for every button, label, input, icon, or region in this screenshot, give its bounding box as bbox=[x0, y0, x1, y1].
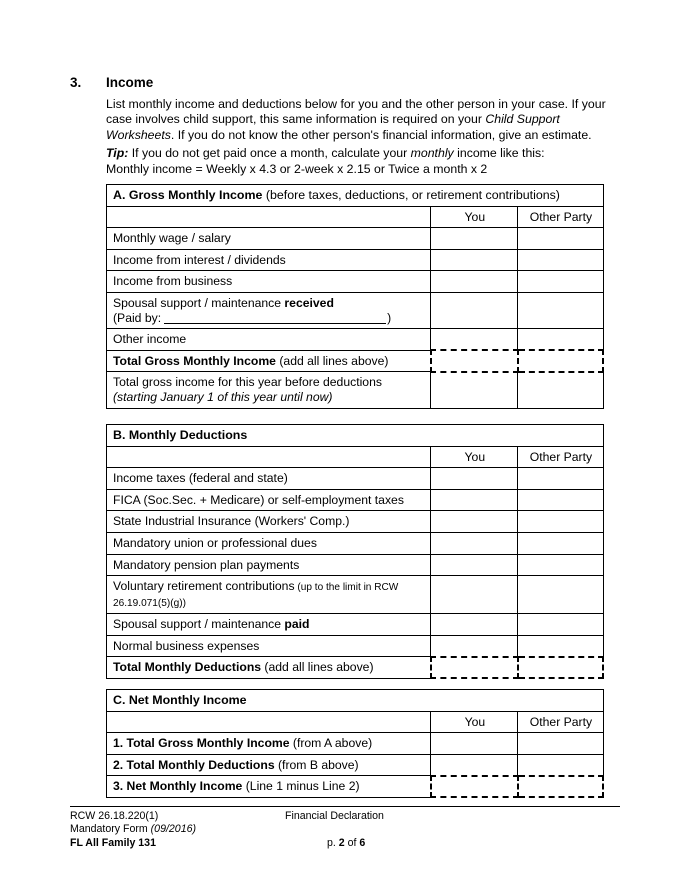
total-gross-year-line2: (starting January 1 of this year until now) bbox=[113, 389, 333, 404]
input-pension-payments-you[interactable] bbox=[431, 554, 518, 576]
total-gross-year-line1: Total gross income for this year before deductions bbox=[113, 375, 382, 390]
row-label-normal-business-expenses: Normal business expenses bbox=[107, 635, 431, 657]
table-a-heading-light: (before taxes, deductions, or retirement contributions) bbox=[262, 188, 560, 202]
paid-by-label: (Paid by: bbox=[113, 310, 162, 325]
table-row-total bbox=[107, 776, 604, 798]
net-line-1-bold: 1. Total Gross Monthly Income bbox=[113, 736, 290, 751]
input-income-taxes-you[interactable] bbox=[431, 468, 518, 490]
input-spousal-received-other[interactable] bbox=[518, 292, 603, 328]
row-label-total-gross-year bbox=[107, 372, 431, 408]
input-income-business-you[interactable] bbox=[431, 271, 518, 293]
footer-spacer bbox=[285, 823, 622, 836]
row-label-income-business: Income from business bbox=[107, 271, 431, 293]
table-row bbox=[107, 576, 604, 614]
table-row bbox=[107, 635, 604, 657]
row-label-spousal-support-paid bbox=[107, 613, 431, 635]
table-a-heading-cell bbox=[107, 185, 604, 207]
table-a-header-other-party: Other Party bbox=[518, 206, 603, 228]
footer-revision-date: (09/2016) bbox=[150, 823, 197, 836]
net-line-1-light: (from A above) bbox=[289, 736, 373, 751]
footer-line-3 bbox=[70, 837, 622, 850]
input-monthly-wage-other[interactable] bbox=[518, 228, 603, 250]
input-net-line-2-you[interactable] bbox=[431, 754, 518, 776]
table-row bbox=[107, 554, 604, 576]
table-row-total bbox=[107, 657, 604, 679]
page-mid: of bbox=[344, 836, 360, 849]
net-line-3-light: (Line 1 minus Line 2) bbox=[242, 779, 360, 794]
tip-paragraph bbox=[106, 146, 611, 177]
page-footer bbox=[70, 810, 622, 850]
input-net-monthly-income-you[interactable] bbox=[431, 776, 518, 798]
input-other-income-you[interactable] bbox=[431, 329, 518, 351]
paid-by-input[interactable] bbox=[164, 312, 386, 324]
input-income-business-other[interactable] bbox=[518, 271, 603, 293]
tip-text-b: income like this: bbox=[453, 146, 545, 160]
input-total-monthly-deductions-you[interactable] bbox=[431, 657, 518, 679]
spousal-paid-prefix: Spousal support / maintenance bbox=[113, 616, 285, 631]
input-fica-other[interactable] bbox=[518, 489, 603, 511]
spousal-received-prefix: Spousal support / maintenance bbox=[113, 295, 285, 310]
table-row bbox=[107, 292, 604, 328]
row-label-income-taxes: Income taxes (federal and state) bbox=[107, 468, 431, 490]
footer-divider bbox=[70, 806, 620, 807]
input-other-income-other[interactable] bbox=[518, 329, 603, 351]
table-a-spacer-cell bbox=[107, 206, 431, 228]
input-interest-dividends-other[interactable] bbox=[518, 249, 603, 271]
table-row bbox=[107, 733, 604, 755]
table-c-header-other-party: Other Party bbox=[518, 711, 603, 733]
row-label-net-line-2 bbox=[107, 754, 431, 776]
table-a-heading-bold: A. Gross Monthly Income bbox=[113, 188, 263, 202]
input-spousal-paid-you[interactable] bbox=[431, 613, 518, 635]
row-label-net-line-3 bbox=[107, 776, 431, 798]
input-net-line-1-you[interactable] bbox=[431, 733, 518, 755]
section-instructions bbox=[106, 97, 606, 143]
table-row bbox=[107, 329, 604, 351]
table-net-monthly-income bbox=[106, 689, 604, 798]
voluntary-retirement-main: Voluntary retirement contributions bbox=[113, 579, 295, 594]
table-row bbox=[107, 511, 604, 533]
input-fica-you[interactable] bbox=[431, 489, 518, 511]
footer-rcw-citation: RCW 26.18.220(1) bbox=[70, 810, 159, 822]
table-b-spacer-cell bbox=[107, 446, 431, 468]
input-total-monthly-deductions-other[interactable] bbox=[518, 657, 603, 679]
table-row bbox=[107, 271, 604, 293]
page-total: 6 bbox=[359, 836, 366, 849]
row-label-total-gross-monthly-income bbox=[107, 350, 431, 372]
table-c-heading-cell: C. Net Monthly Income bbox=[107, 690, 604, 712]
footer-document-title: Financial Declaration bbox=[285, 810, 384, 822]
net-line-2-light: (from B above) bbox=[274, 757, 359, 772]
input-voluntary-retirement-you[interactable] bbox=[431, 576, 518, 614]
table-c-heading-row bbox=[107, 690, 604, 712]
input-normal-business-expenses-other[interactable] bbox=[518, 635, 603, 657]
table-b-header-other-party: Other Party bbox=[518, 446, 603, 468]
total-deductions-light: (add all lines above) bbox=[261, 660, 374, 675]
table-row bbox=[107, 372, 604, 408]
input-interest-dividends-you[interactable] bbox=[431, 249, 518, 271]
footer-line-2 bbox=[70, 823, 622, 836]
footer-line-1 bbox=[70, 810, 622, 823]
row-label-other-income: Other income bbox=[107, 329, 431, 351]
table-c-spacer-cell bbox=[107, 711, 431, 733]
table-row bbox=[107, 532, 604, 554]
table-b-column-header-row bbox=[107, 446, 604, 468]
spousal-received-bold: received bbox=[284, 295, 334, 310]
instructions-part-1: List monthly income and deductions below for you and the other person in your case. If your case involves child support, this same information is required on your bbox=[106, 97, 606, 127]
input-income-taxes-other[interactable] bbox=[518, 468, 603, 490]
total-gross-bold: Total Gross Monthly Income bbox=[113, 353, 276, 368]
row-label-interest-dividends: Income from interest / dividends bbox=[107, 249, 431, 271]
table-row bbox=[107, 249, 604, 271]
table-b-header-you: You bbox=[431, 446, 518, 468]
input-union-dues-you[interactable] bbox=[431, 532, 518, 554]
footer-mandatory-label: Mandatory Form bbox=[70, 823, 151, 836]
child-support-worksheets-reference: Child Support Worksheets bbox=[106, 112, 560, 142]
paid-by-close-paren: ) bbox=[387, 310, 392, 325]
page-prefix: p. bbox=[327, 836, 339, 849]
tip-label: Tip: bbox=[106, 146, 129, 160]
input-voluntary-retirement-other[interactable] bbox=[518, 576, 603, 614]
table-row bbox=[107, 613, 604, 635]
page-title: Income bbox=[106, 75, 154, 90]
spousal-paid-bold: paid bbox=[284, 616, 310, 631]
input-normal-business-expenses-you[interactable] bbox=[431, 635, 518, 657]
section-heading bbox=[70, 74, 610, 91]
input-spousal-received-you[interactable] bbox=[431, 292, 518, 328]
table-b-heading-row bbox=[107, 425, 604, 447]
voluntary-retirement-rcw-note: (up to the limit in RCW 26.19.071(5)(g)) bbox=[113, 582, 399, 609]
footer-page-number bbox=[285, 837, 622, 850]
tip-text-a: If you do not get paid once a month, calculate your bbox=[128, 146, 411, 160]
net-line-2-bold: 2. Total Monthly Deductions bbox=[113, 757, 275, 772]
input-monthly-wage-you[interactable] bbox=[431, 228, 518, 250]
row-label-total-monthly-deductions bbox=[107, 657, 431, 679]
input-state-industrial-insurance-other[interactable] bbox=[518, 511, 603, 533]
page-current: 2 bbox=[338, 836, 345, 849]
table-b-heading-cell: B. Monthly Deductions bbox=[107, 425, 604, 447]
table-a-header-you: You bbox=[431, 206, 518, 228]
row-label-monthly-wage: Monthly wage / salary bbox=[107, 228, 431, 250]
row-label-spousal-support-received bbox=[107, 292, 431, 328]
table-gross-monthly-income bbox=[106, 184, 604, 409]
input-total-gross-year-you[interactable] bbox=[431, 372, 518, 408]
total-gross-light: (add all lines above) bbox=[275, 353, 389, 368]
tip-formula-line: Monthly income = Weekly x 4.3 or 2-week x 2.15 or Twice a month x 2 bbox=[106, 161, 488, 176]
table-monthly-deductions bbox=[106, 424, 604, 679]
instructions-part-2: . If you do not know the other person's financial information, give an estimate. bbox=[170, 127, 592, 142]
table-row bbox=[107, 228, 604, 250]
input-net-line-1-other[interactable] bbox=[518, 733, 603, 755]
row-label-voluntary-retirement bbox=[107, 576, 431, 614]
table-row bbox=[107, 468, 604, 490]
table-row bbox=[107, 754, 604, 776]
input-total-gross-monthly-income-you[interactable] bbox=[431, 350, 518, 372]
tip-monthly-emphasis: monthly bbox=[410, 146, 454, 160]
input-pension-payments-other[interactable] bbox=[518, 554, 603, 576]
input-net-line-2-other[interactable] bbox=[518, 754, 603, 776]
row-label-pension-payments: Mandatory pension plan payments bbox=[107, 554, 431, 576]
input-spousal-paid-other[interactable] bbox=[518, 613, 603, 635]
section-number: 3. bbox=[70, 75, 82, 90]
input-total-gross-monthly-income-other[interactable] bbox=[518, 350, 603, 372]
input-total-gross-year-other[interactable] bbox=[518, 372, 603, 408]
table-c-header-you: You bbox=[431, 711, 518, 733]
row-label-net-line-1 bbox=[107, 733, 431, 755]
total-deductions-bold: Total Monthly Deductions bbox=[113, 660, 262, 675]
footer-mandatory-form bbox=[70, 823, 285, 836]
row-label-fica: FICA (Soc.Sec. + Medicare) or self-employment taxes bbox=[107, 489, 431, 511]
input-net-monthly-income-other[interactable] bbox=[518, 776, 603, 798]
table-row-total bbox=[107, 350, 604, 372]
row-label-state-industrial-insurance: State Industrial Insurance (Workers' Comp.) bbox=[107, 511, 431, 533]
row-label-union-dues: Mandatory union or professional dues bbox=[107, 532, 431, 554]
table-a-column-header-row bbox=[107, 206, 604, 228]
net-line-3-bold: 3. Net Monthly Income bbox=[113, 779, 243, 794]
table-c-column-header-row bbox=[107, 711, 604, 733]
table-a-heading-row bbox=[107, 185, 604, 207]
input-union-dues-other[interactable] bbox=[518, 532, 603, 554]
table-row bbox=[107, 489, 604, 511]
input-state-industrial-insurance-you[interactable] bbox=[431, 511, 518, 533]
footer-form-id: FL All Family 131 bbox=[70, 836, 156, 849]
